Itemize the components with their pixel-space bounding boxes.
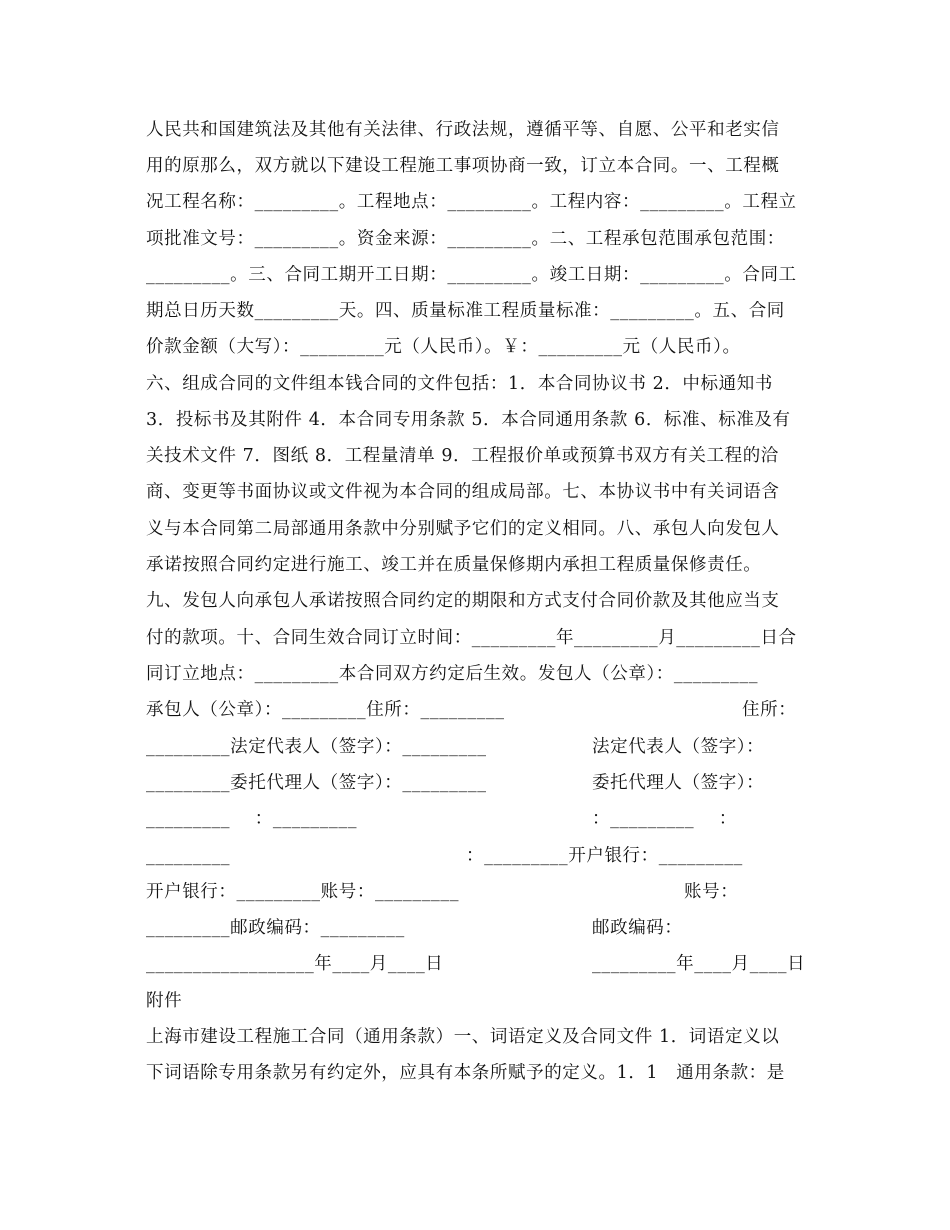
body-line: 商、变更等书面协议或文件视为本合同的组成局部。七、本协议书中有关词语含 [146,482,780,502]
signature-left-line: 承包人（公章）：_________住所：_________ [146,700,505,720]
signature-left-line: _________委托代理人（签字）：_________ [146,773,487,793]
body-line: 项批准文号：_________。资金来源：_________。二、工程承包范围承包范围： [146,229,785,249]
signature-right-line: 账号： [684,882,739,902]
signature-left-line: _________邮政编码：_________ [146,918,405,938]
body-line: 期总日历天数_________天。四、质量标准工程质量标准：_________。五、合同 [146,301,785,321]
body-line: 义与本合同第二局部通用条款中分别赋予它们的定义相同。八、承包人向发包人 [146,519,780,539]
body-line: 况工程名称：_________。工程地点：_________。工程内容：_________。工程立 [146,192,797,212]
body-line: 人民共和国建筑法及其他有关法律、行政法规，遵循平等、自愿、公平和老实信 [146,120,780,140]
signature-right-line: 邮政编码： [592,918,683,938]
signature-right-line: 法定代表人（签字）： [592,737,765,757]
appendix-title: 附件 [146,991,183,1011]
signature-right-line: ：_________ ： [592,809,738,829]
signature-right-line: _________年____月____日 [592,954,806,974]
signature-left-line: __________________年____月____日 [146,954,444,974]
body-line: 九、发包人向承包人承诺按照合同约定的期限和方式支付合同价款及其他应当支 [146,591,780,611]
signature-left-line: _________ ：_________ [146,809,358,829]
body-line: 同订立地点：_________本合同双方约定后生效。发包人（公章）：_________ [146,664,759,684]
appendix-line: 上海市建设工程施工合同（通用条款）一、词语定义及合同文件 1．词语定义以 [146,1027,780,1047]
signature-right-line: 住所： [742,700,797,720]
signature-right-line: ：_________开户银行：_________ [466,846,743,866]
appendix-line: 下词语除专用条款另有约定外，应具有本条所赋予的定义。1．1 通用条款：是 [146,1063,785,1083]
body-line: 关技术文件 7．图纸 8．工程量清单 9．工程报价单或预算书双方有关工程的洽 [146,446,779,466]
body-line: 六、组成合同的文件组本钱合同的文件包括：1．本合同协议书 2．中标通知书 [146,374,773,394]
signature-left-line: 开户银行：_________账号：_________ [146,882,460,902]
signature-left-line: _________法定代表人（签字）：_________ [146,737,487,757]
body-line: 承诺按照合同约定进行施工、竣工并在质量保修期内承担工程质量保修责任。 [146,555,762,575]
body-line: _________。三、合同工期开工日期：_________。竣工日期：_________。合同工 [146,265,797,285]
body-line: 价款金额（大写）：_________元（人民币）。￥：_________元（人民币）。 [146,337,741,357]
body-line: 付的款项。十、合同生效合同订立时间：_________年_________月_________日合 [146,628,797,648]
signature-right-line: 委托代理人（签字）： [592,773,765,793]
body-line: 用的原那么，双方就以下建设工程施工事项协商一致，订立本合同。一、工程概 [146,156,780,176]
signature-left-line: _________ [146,846,231,866]
body-line: 3．投标书及其附件 4．本合同专用条款 5．本合同通用条款 6．标准、标准及有 [146,410,791,430]
